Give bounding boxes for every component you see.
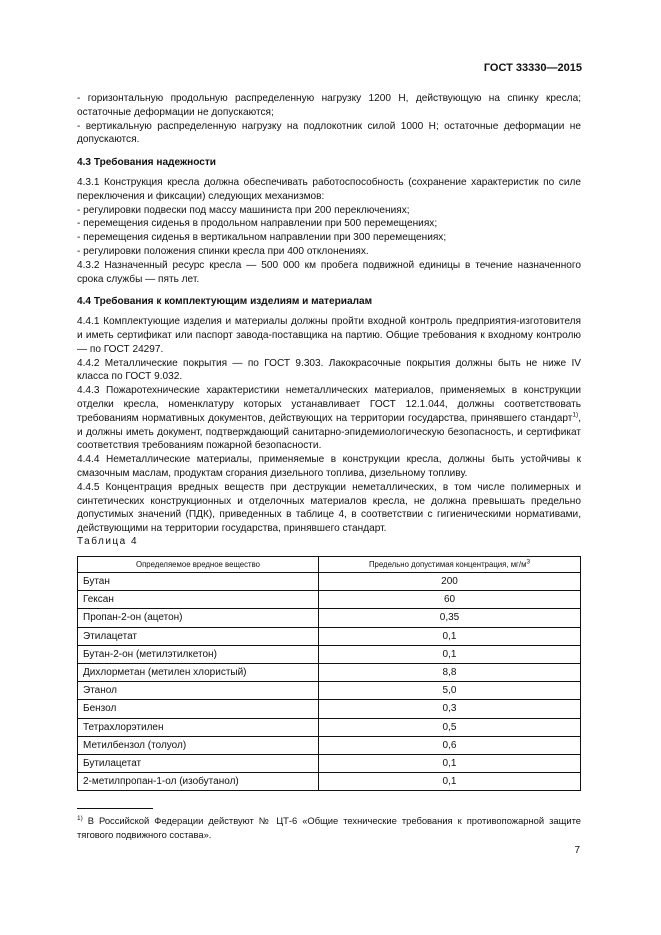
page-number: 7	[574, 845, 580, 856]
section-4-4-title: 4.4 Требования к комплектующим изделиям и материалам	[77, 296, 373, 308]
table-row	[78, 700, 581, 718]
table-header-row	[78, 557, 581, 573]
concentration-value: 0,1	[319, 754, 581, 772]
body-text	[77, 92, 581, 536]
paragraph-4-4-5: 4.4.5 Концентрация вредных веществ при деструкции неметаллических, в том числе полимерных и синтетических конструкционных и отделочных материалов кресла, не должна превышать предельно допустимых значений (ПДК), приведенных в таблице 4, в соответствии с гигиеническими нормативами, действующими на территории государства, принявшего стандарт.	[77, 481, 581, 535]
column-header-substance: Определяемое вредное вещество	[78, 557, 319, 573]
paragraph-4-4-4: 4.4.4 Неметаллические материалы, применяемые в конструкции кресла, должны быть устойчивы к смазочным маслам, продуктам сгорания дизельного топлива, дизельному топливу.	[77, 454, 581, 479]
substance-name: Бутан	[78, 573, 319, 591]
substance-name: Гексан	[78, 591, 319, 609]
paragraph-4-3-1: 4.3.1 Конструкция кресла должна обеспечивать работоспособность (сохранение характеристик по силе переключения и фиксации) следующих механизмов:	[77, 176, 581, 202]
table-row	[78, 609, 581, 627]
concentration-value: 0,1	[319, 773, 581, 791]
paragraph-4-4-3	[77, 384, 581, 453]
paragraph-4-4-1: 4.4.1 Комплектующие изделия и материалы должны пройти входной контроль предприятия-изготовителя и иметь сертификат или паспорт завода-поставщика на партию. Общие требования к входному контролю — по ГОСТ 24297.	[77, 316, 581, 355]
substance-name: Этанол	[78, 682, 319, 700]
substance-name: Дихлорметан (метилен хлористый)	[78, 663, 319, 681]
table-row	[78, 645, 581, 663]
concentration-value: 0,6	[319, 736, 581, 754]
table-row	[78, 754, 581, 772]
table-row	[78, 718, 581, 736]
table-row	[78, 591, 581, 609]
paragraph-4-3-2: 4.3.2 Назначенный ресурс кресла — 500 000 км пробега подвижной единицы в течение назначенного срока службы — пять лет.	[77, 259, 581, 285]
document-header: ГОСТ 33330—2015	[483, 62, 582, 74]
list-item: - перемещения сиденья в вертикальном направлении при 300 перемещениях;	[77, 232, 447, 244]
footnote-text: В Российской Федерации действуют № ЦТ-6 «Общие технические требования к противопожарной защите тягового подвижного состава».	[77, 815, 581, 840]
table-row	[78, 663, 581, 681]
substance-name: Пропан-2-он (ацетон)	[78, 609, 319, 627]
substance-name: Тетрахлорэтилен	[78, 718, 319, 736]
footnote	[77, 814, 581, 842]
paragraph-4-4-3-part-b: , и должны иметь документ, подтверждающий санитарно-эпидемиологическую безопасность, и сертификат соответствия требованиям пожарной безопасности.	[77, 412, 581, 452]
intro-item: - горизонтальную продольную распределенную нагрузку 1200 Н, действующую на спинку кресла; остаточные деформации не допускаются;	[77, 93, 581, 118]
list-item: - регулировки подвески под массу машиниста при 200 переключениях;	[77, 204, 410, 216]
list-item: - перемещения сиденья в продольном направлении при 500 перемещениях;	[77, 218, 438, 230]
substance-name: Этилацетат	[78, 627, 319, 645]
table-row	[78, 736, 581, 754]
substance-name: Бутилацетат	[78, 754, 319, 772]
section-4-3-title: 4.3 Требования надежности	[77, 157, 216, 169]
concentration-value: 0,1	[319, 627, 581, 645]
substance-name: Бутан-2-он (метилэтилкетон)	[78, 645, 319, 663]
table-row	[78, 627, 581, 645]
substance-name: Метилбензол (толуол)	[78, 736, 319, 754]
table-row	[78, 573, 581, 591]
column-header-concentration	[319, 557, 581, 573]
concentration-value: 0,3	[319, 700, 581, 718]
unit-superscript: 3	[526, 558, 531, 566]
paragraph-4-4-3-part-a: 4.4.3 Пожаротехнические характеристики неметаллических материалов, применяемых в конструкции отделки кресла, номенклатуру которых устанавливает ГОСТ 12.1.044, должны соответствовать требованиям нормативных документов, действующих на территории государства, принявшего стандарт	[77, 385, 581, 424]
concentration-value: 0,1	[319, 645, 581, 663]
substances-table	[77, 556, 581, 791]
substance-name: 2-метилпропан-1-ол (изобутанол)	[78, 773, 319, 791]
table-caption: Таблица 4	[77, 536, 139, 547]
concentration-value: 0,35	[319, 609, 581, 627]
table-row	[78, 773, 581, 791]
list-item: - регулировки положения спинки кресла при 400 отклонениях.	[77, 245, 369, 257]
intro-item: - вертикальную распределенную нагрузку на подлокотник силой 1000 Н; остаточные деформации не допускаются.	[77, 120, 581, 146]
concentration-value: 0,5	[319, 718, 581, 736]
concentration-value: 5,0	[319, 682, 581, 700]
footnote-divider	[77, 808, 153, 809]
concentration-value: 60	[319, 591, 581, 609]
paragraph-4-4-2: 4.4.2 Металлические покрытия — по ГОСТ 9.303. Лакокрасочные покрытия должны быть не ниже IV класса по ГОСТ 9.032.	[77, 357, 581, 383]
column-header-concentration-label: Предельно допустимая концентрация, мг/м	[368, 560, 527, 569]
concentration-value: 200	[319, 573, 581, 591]
substance-name: Бензол	[78, 700, 319, 718]
table-row	[78, 682, 581, 700]
footnote-marker: 1)	[77, 814, 83, 822]
footnote-ref: 1)	[572, 411, 579, 419]
concentration-value: 8,8	[319, 663, 581, 681]
